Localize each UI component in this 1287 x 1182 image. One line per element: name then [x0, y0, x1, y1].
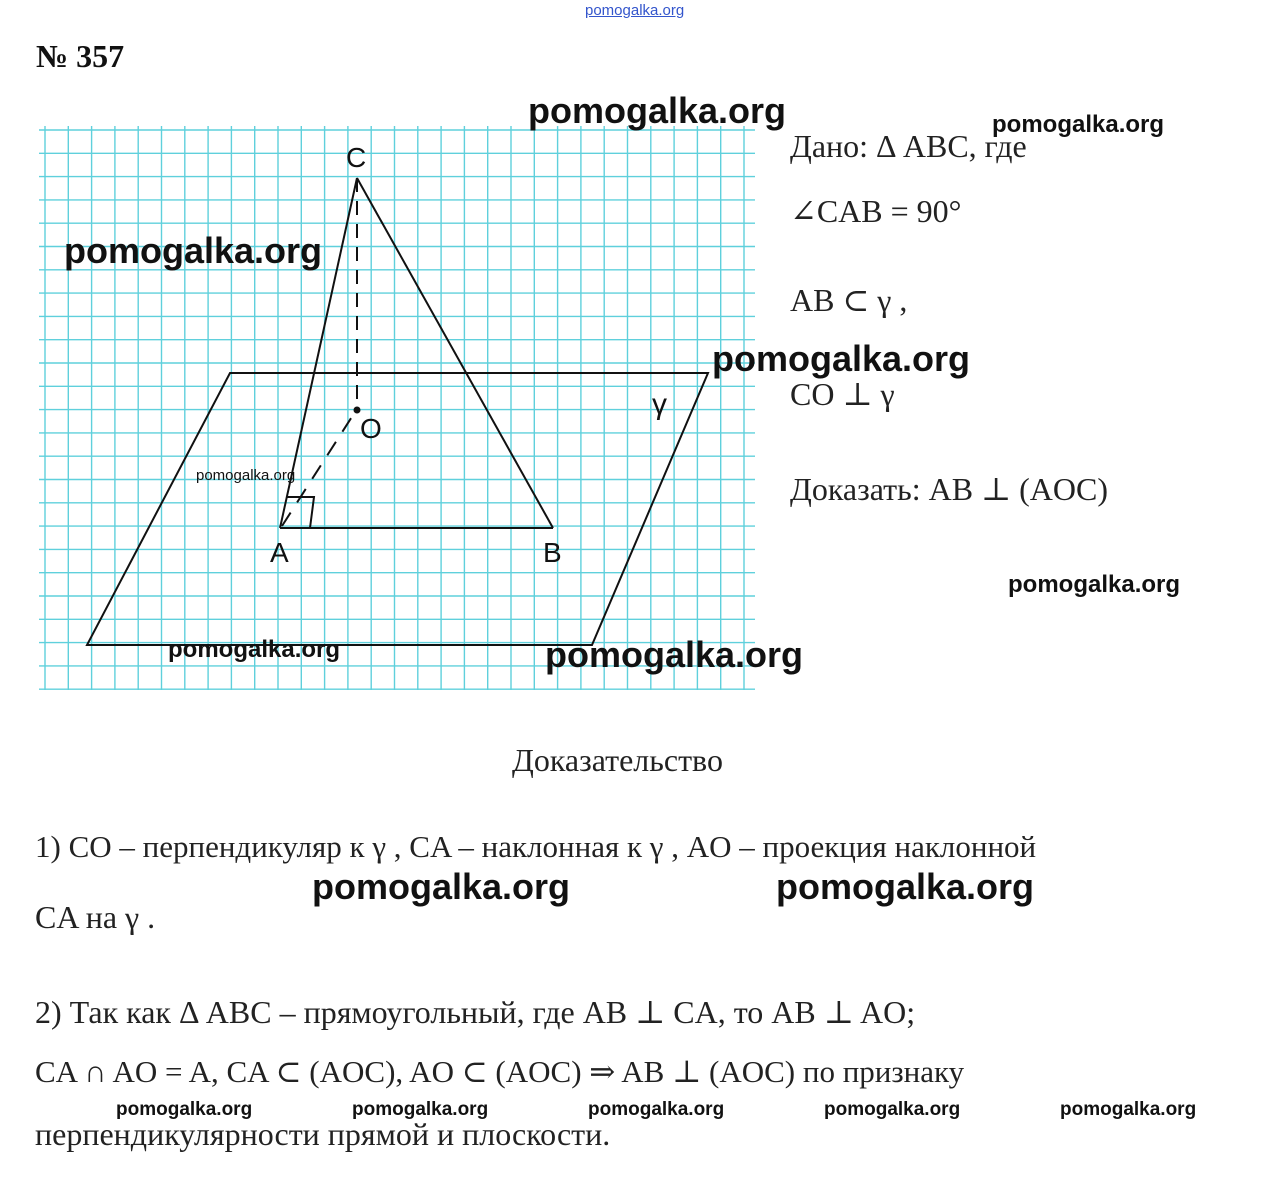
top-watermark[interactable]: pomogalka.org	[585, 2, 685, 19]
watermark: pomogalka.org	[168, 636, 341, 663]
watermark: pomogalka.org	[64, 230, 323, 271]
proof-step2-line1: 2) Так как Δ ABC – прямоугольный, где AB ⊥ CA, то AB ⊥ AO;	[35, 994, 916, 1030]
proof-step2-line3: перпендикулярности прямой и плоскости.	[35, 1116, 611, 1152]
watermark: pomogalka.org	[824, 1099, 961, 1120]
watermark: pomogalka.org	[528, 90, 787, 131]
label-a: A	[270, 537, 289, 568]
right-angle-mark	[287, 497, 314, 528]
watermark: pomogalka.org	[776, 866, 1035, 907]
label-c: C	[346, 142, 367, 173]
proof-title: Доказательство	[512, 742, 723, 778]
watermark: pomogalka.org	[545, 634, 804, 675]
given-line-5: Доказать: AB ⊥ (AOC)	[790, 471, 1108, 507]
segment-cb	[357, 178, 553, 528]
watermark: pomogalka.org	[196, 467, 296, 484]
watermark: pomogalka.org	[312, 866, 571, 907]
watermark: pomogalka.org	[1008, 571, 1181, 598]
proof-step1-line2: CA на γ .	[35, 899, 156, 935]
proof-step1-line1: 1) CO – перпендикуляр к γ , CA – наклонная к γ , AO – проекция наклонной	[35, 829, 1037, 864]
watermark: pomogalka.org	[1060, 1099, 1197, 1120]
given-line-4: CO ⊥ γ	[790, 376, 895, 412]
watermark: pomogalka.org	[992, 111, 1165, 138]
label-gamma: γ	[652, 388, 667, 421]
plane-gamma	[87, 373, 708, 645]
watermark: pomogalka.org	[116, 1099, 253, 1120]
given-line-1: Дано: Δ ABC, где	[790, 128, 1027, 164]
grid-paper	[39, 126, 755, 690]
proof-step2-line2: CA ∩ AO = A, CA ⊂ (AOC), AO ⊂ (AOC) ⇒ AB ⊥ (AOC) по признаку	[35, 1054, 965, 1089]
problem-number: № 357	[36, 38, 125, 74]
label-b: B	[543, 537, 562, 568]
given-line-2: ∠CAB = 90°	[790, 193, 962, 229]
watermark: pomogalka.org	[352, 1099, 489, 1120]
watermark: pomogalka.org	[588, 1099, 725, 1120]
given-line-3: AB ⊂ γ ,	[790, 282, 908, 318]
label-o: O	[360, 413, 382, 444]
watermark: pomogalka.org	[712, 338, 971, 379]
